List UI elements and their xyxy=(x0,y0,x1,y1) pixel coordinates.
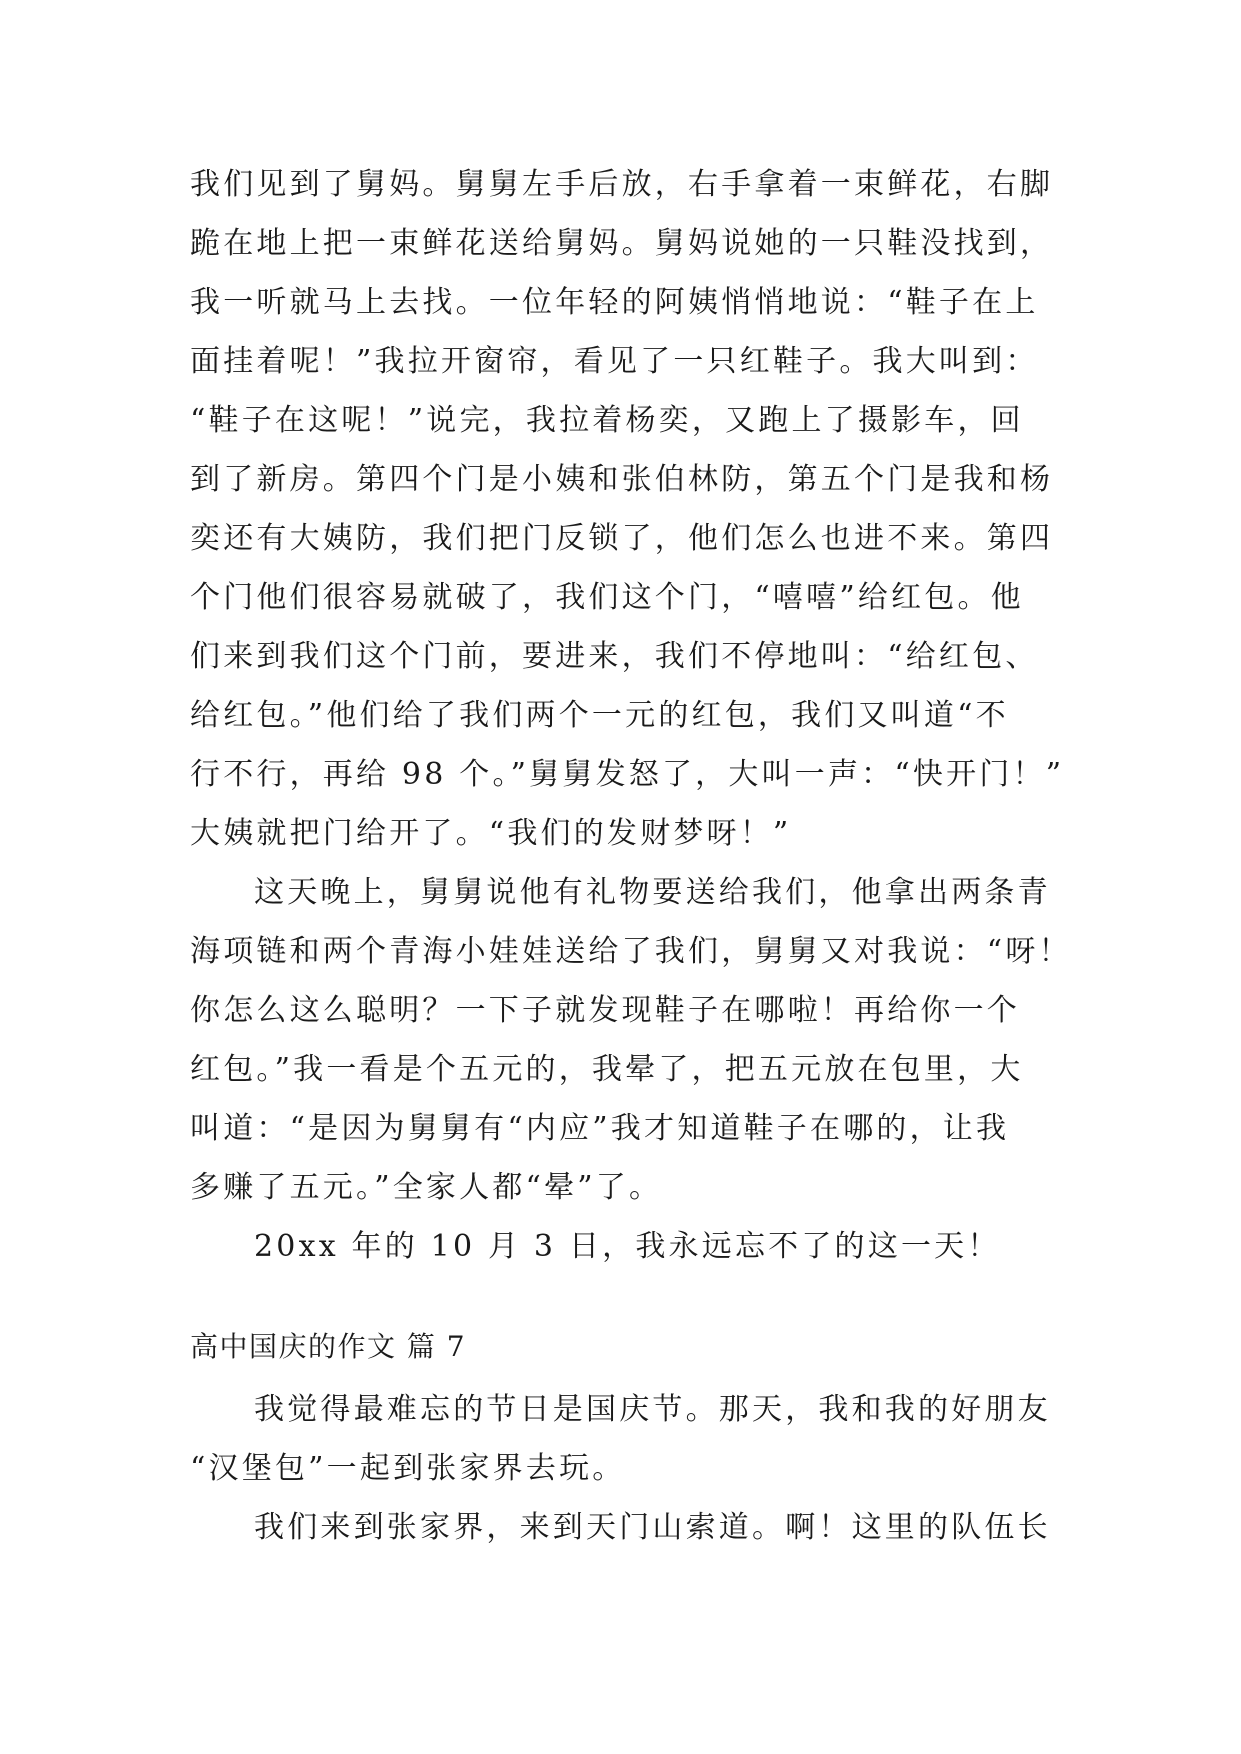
text-line: 你怎么这么聪明？一下子就发现鞋子在哪啦！再给你一个 xyxy=(190,993,1020,1028)
text-line: 到了新房。第四个门是小姨和张伯林防，第五个门是我和杨 xyxy=(190,462,1054,497)
text-line: 这天晚上，舅舅说他有礼物要送给我们，他拿出两条青 xyxy=(254,875,1051,910)
text-line: 我们见到了舅妈。舅舅左手后放，右手拿着一束鲜花，右脚 xyxy=(190,167,1054,202)
text-line: 们来到我们这个门前，要进来，我们不停地叫：“给红包、 xyxy=(190,639,1039,674)
text-line: 我们来到张家界，来到天门山索道。啊！这里的队伍长 xyxy=(254,1510,1051,1545)
text-line: 叫道：“是因为舅舅有“内应”我才知道鞋子在哪的，让我 xyxy=(190,1111,1010,1146)
text-line: 我一听就马上去找。一位年轻的阿姨悄悄地说：“鞋子在上 xyxy=(190,285,1039,320)
body-text-upper xyxy=(190,155,1072,1276)
text-line: 红包。”我一看是个五元的，我晕了，把五元放在包里，大 xyxy=(190,1052,1024,1087)
text-line: 行不行，再给 98 个。”舅舅发怒了，大叫一声：“快开门！” xyxy=(190,757,1065,792)
text-line: 个门他们很容易就破了，我们这个门，“嘻嘻”给红包。他 xyxy=(190,580,1024,615)
section-heading: 高中国庆的作文 篇 7 xyxy=(190,1330,467,1363)
text-line: “鞋子在这呢！”说完，我拉着杨奕，又跑上了摄影车，回 xyxy=(190,403,1024,438)
text-line: 20xx 年的 10 月 3 日，我永远忘不了的这一天！ xyxy=(254,1229,1001,1264)
text-line: 多赚了五元。”全家人都“晕”了。 xyxy=(190,1170,663,1205)
text-line: 面挂着呢！”我拉开窗帘，看见了一只红鞋子。我大叫到： xyxy=(190,344,1039,379)
text-line: 大姨就把门给开了。“我们的发财梦呀！” xyxy=(190,816,792,851)
text-line: 奕还有大姨防，我们把门反锁了，他们怎么也进不来。第四 xyxy=(190,521,1054,556)
text-line: 我觉得最难忘的节日是国庆节。那天，我和我的好朋友 xyxy=(254,1392,1051,1427)
body-text-essay7 xyxy=(190,1380,1050,1557)
text-line: 海项链和两个青海小娃娃送给了我们，舅舅又对我说：“呀！ xyxy=(190,934,1072,969)
text-line: 跪在地上把一束鲜花送给舅妈。舅妈说她的一只鞋没找到， xyxy=(190,226,1054,261)
text-line: 给红包。”他们给了我们两个一元的红包，我们又叫道“不 xyxy=(190,698,1009,733)
text-line: “汉堡包”一起到张家界去玩。 xyxy=(190,1451,626,1486)
